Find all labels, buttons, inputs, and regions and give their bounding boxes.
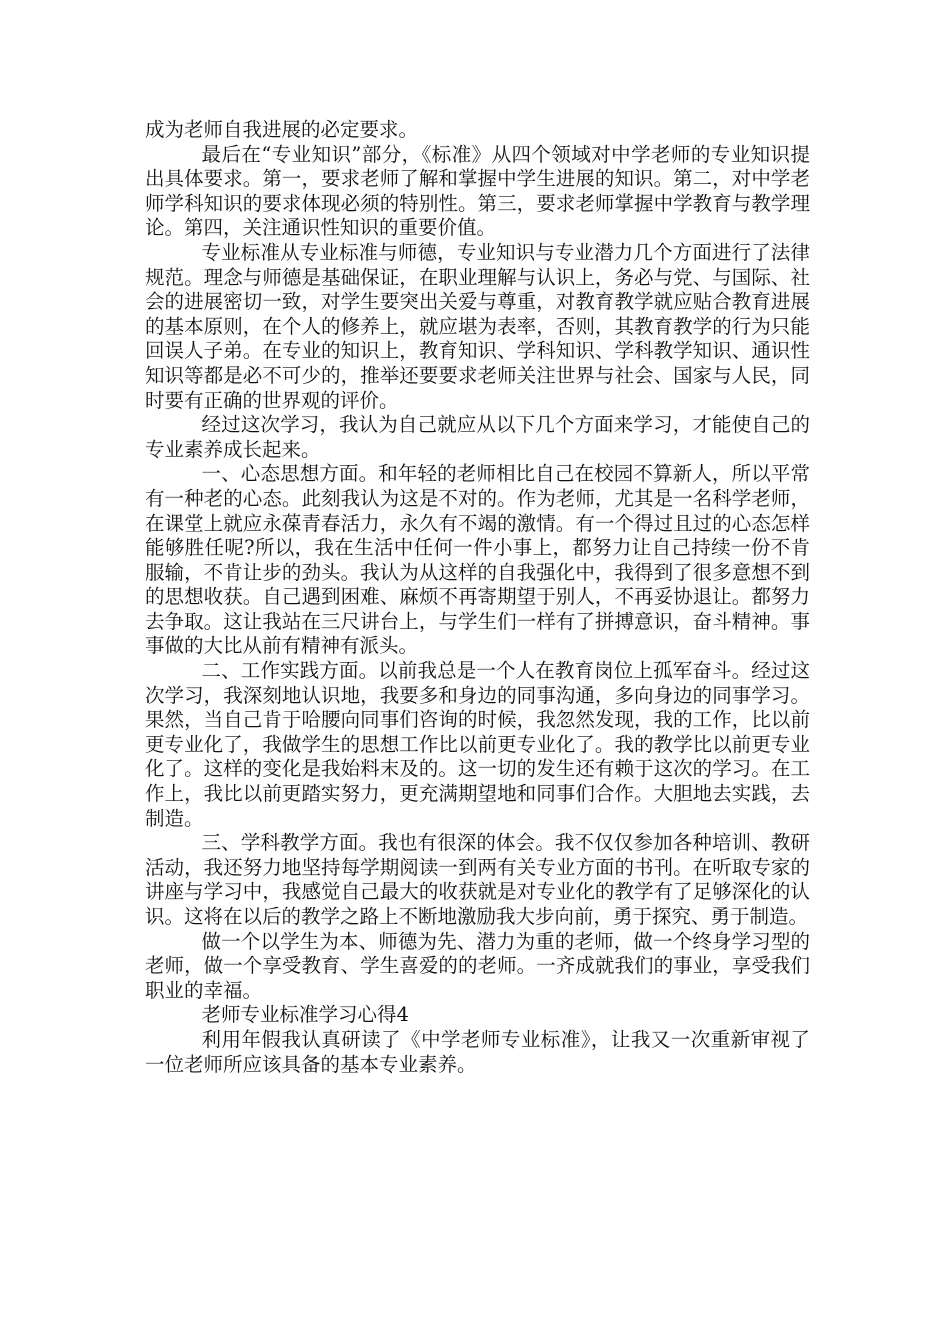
document-body xyxy=(145,118,810,1077)
paragraph-standards-overview: 专业标准从专业标准与师德，专业知识与专业潜力几个方面进行了法律规范。理念与师德是基础保证，在职业理解与认识上，务必与党、与国际、社会的进展密切一致，对学生要突出关爱与尊重，对教育教学就应贴合教育进展的基本原则，在个人的修养上，就应堪为表率，否则，其教育教学的行为只能回误人子弟。在专业的知识上，教育知识、学科知识、学科教学知识、通识性知识等都是必不可少的，推举还要要求老师关注世界与社会、国家与人民，同时要有正确的世界观的评价。 xyxy=(145,240,810,412)
paragraph-mindset: 一、心态思想方面。和年轻的老师相比自己在校园不算新人，所以平常有一种老的心态。此刻我认为这是不对的。作为老师，尤其是一名科学老师，在课堂上就应永葆青春活力，永久有不竭的激情。有一个得过且过的心态怎样能够胜任呢?所以，我在生活中任何一件小事上，都努力让自己持续一份不肯服输，不肯让步的劲头。我认为从这样的自我强化中，我得到了很多意想不到的思想收获。自己遇到困难、麻烦不再寄期望于别人，不再妥协退让。都努力去争取。这让我站在三尺讲台上，与学生们一样有了拼搏意识，奋斗精神。事事做的大比从前有精神有派头。 xyxy=(145,462,810,658)
paragraph-work-practice: 二、工作实践方面。以前我总是一个人在教育岗位上孤军奋斗。经过这次学习，我深刻地认识地，我要多和身边的同事沟通，多向身边的同事学习。果然，当自己肯于哈腰向同事们咨询的时候，我忽然发现，我的工作，比以前更专业化了，我做学生的思想工作比以前更专业化了。我的教学比以前更专业化了。这样的变化是我始料末及的。这一切的发生还有赖于这次的学习。在工作上，我比以前更踏实努力，更充满期望地和同事们合作。大胆地去实践，去制造。 xyxy=(145,659,810,830)
paragraph-professional-knowledge: 最后在“专业知识”部分，《标准》从四个领域对中学老师的专业知识提出具体要求。第一，要求老师了解和掌握中学生进展的知识。第二，对中学老师学科知识的要求体现必须的特别性。第三，要求老师掌握中学教育与教学理论。第四，关注通识性知识的重要价值。 xyxy=(145,142,810,240)
paragraph-continuation: 成为老师自我进展的必定要求。 xyxy=(145,118,419,141)
paragraph-subject-teaching: 三、学科教学方面。我也有很深的体会。我不仅仅参加各种培训、教研活动，我还努力地坚持每学期阅读一到两有关专业方面的书刊。在听取专家的讲座与学习中，我感觉自己最大的收获就是对专业化的教学有了足够深化的认识。这将在以后的教学之路上不断地激励我大步向前，勇于探究、勇于制造。 xyxy=(145,831,810,928)
paragraph-learning-intro: 经过这次学习，我认为自己就应从以下几个方面来学习，才能使自己的专业素养成长起来。 xyxy=(145,413,810,461)
section-heading: 老师专业标准学习心得4 xyxy=(201,1003,409,1027)
paragraph-conclusion: 做一个以学生为本、师德为先、潜力为重的老师，做一个终身学习型的老师，做一个享受教育、学生喜爱的的老师。一齐成就我们的事业，享受我们职业的幸福。 xyxy=(145,929,810,1002)
paragraph-new-section-intro: 利用年假我认真研读了《中学老师专业标准》，让我又一次重新审视了一位老师所应该具备的基本专业素养。 xyxy=(145,1027,810,1076)
